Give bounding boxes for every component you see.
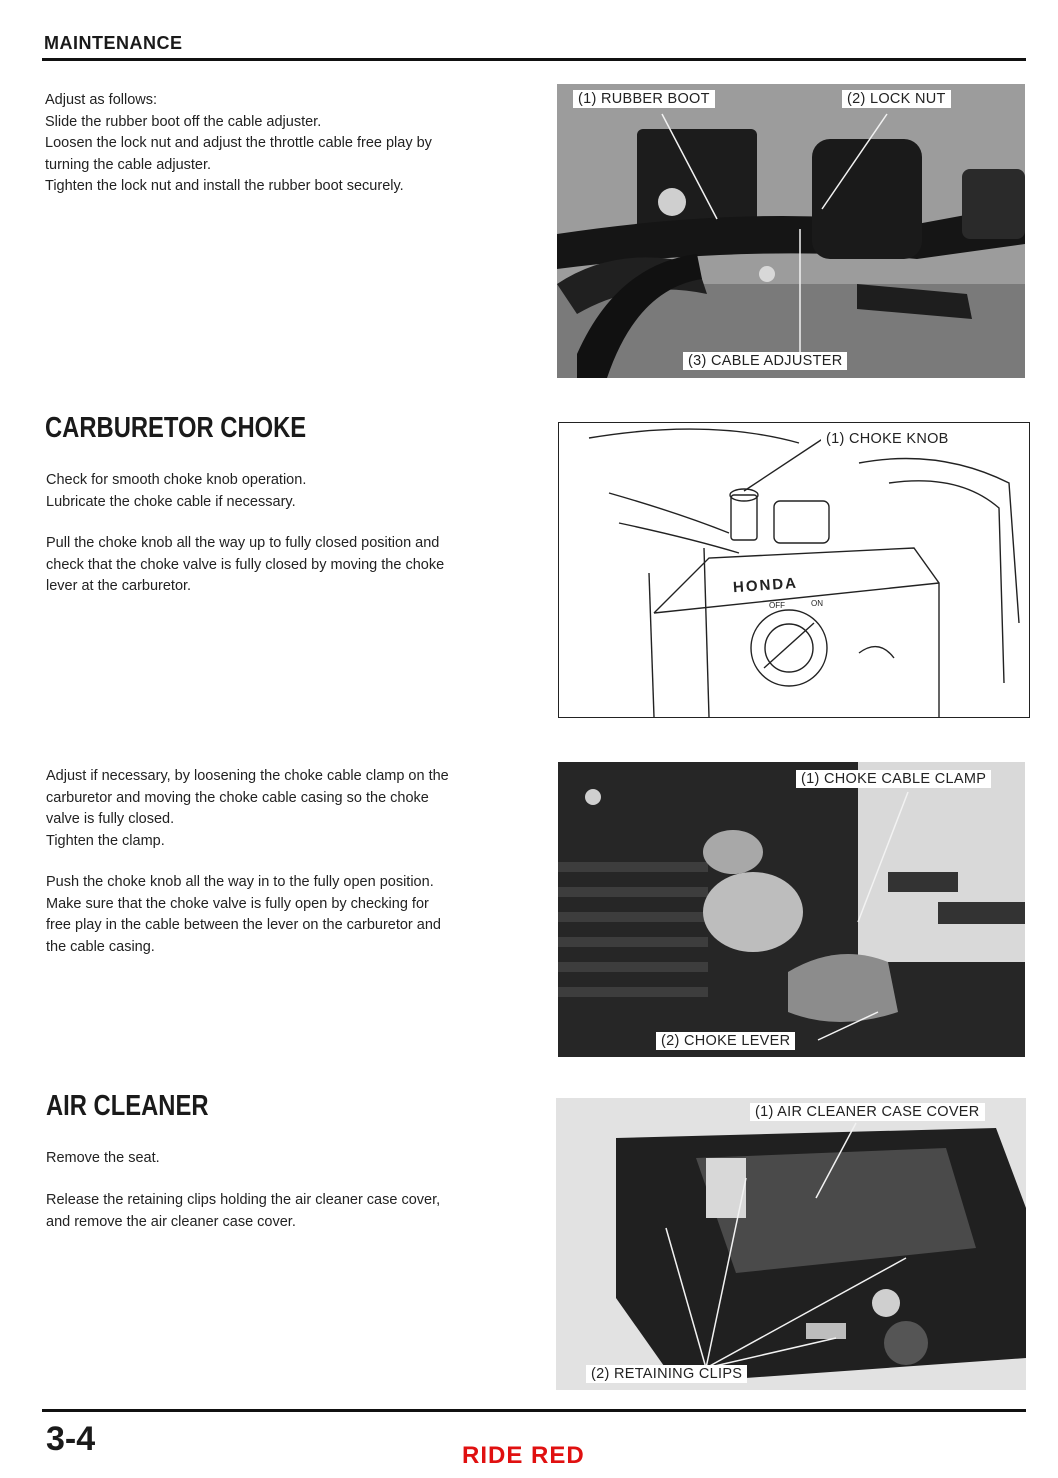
text-line: and remove the air cleaner case cover. xyxy=(46,1213,296,1230)
callout-choke-cable-clamp: (1) CHOKE CABLE CLAMP xyxy=(796,770,991,788)
callout-air-cleaner-case-cover: (1) AIR CLEANER CASE COVER xyxy=(750,1103,985,1121)
text-line: valve is fully closed. xyxy=(46,811,175,827)
choke-pull-text xyxy=(46,533,541,598)
air-cleaner-photo xyxy=(556,1098,1026,1390)
section-title-carburetor-choke: CARBURETOR CHOKE xyxy=(45,412,307,444)
text-line: Push the choke knob all the way in to the fully open position. xyxy=(46,874,434,890)
throttle-cable-photo xyxy=(557,84,1025,378)
text-line: Tighten the lock nut and install the rubber boot securely. xyxy=(45,178,404,194)
text-line: Adjust if necessary, by loosening the choke cable clamp on the xyxy=(46,768,449,784)
text-line: turning the cable adjuster. xyxy=(45,156,212,173)
text-line: the cable casing. xyxy=(46,938,155,955)
footer-rule xyxy=(42,1409,1026,1412)
text-line: lever at the carburetor. xyxy=(46,578,192,594)
text-line: Tighten the clamp. xyxy=(46,832,165,849)
callout-cable-adjuster: (3) CABLE ADJUSTER xyxy=(683,352,847,370)
text-line: Remove the seat. xyxy=(46,1150,160,1166)
choke-push-text xyxy=(46,872,541,958)
text-line: check that the choke valve is fully closed by moving the choke xyxy=(46,556,445,573)
choke-check-text xyxy=(46,470,541,513)
throttle-instructions xyxy=(45,90,540,198)
throttle-photo-drawing xyxy=(557,84,1025,378)
text-line: Make sure that the choke valve is fully open by checking for xyxy=(46,895,429,912)
air-cleaner-remove-seat-text xyxy=(46,1148,541,1170)
dial-label-off: OFF xyxy=(769,601,785,610)
text-line: Loosen the lock nut and adjust the throttle cable free play by xyxy=(45,135,432,151)
text-line: Adjust as follows: xyxy=(45,92,158,108)
choke-cable-clamp-photo xyxy=(558,762,1025,1057)
section-title-air-cleaner: AIR CLEANER xyxy=(46,1090,209,1122)
text-line: Slide the rubber boot off the cable adjuster. xyxy=(45,113,322,130)
text-line: Check for smooth choke knob operation. xyxy=(46,472,307,488)
callout-choke-lever: (2) CHOKE LEVER xyxy=(656,1032,795,1050)
choke-knob-figure xyxy=(558,422,1030,718)
callout-rubber-boot: (1) RUBBER BOOT xyxy=(573,90,715,108)
callout-retaining-clips: (2) RETAINING CLIPS xyxy=(586,1365,747,1383)
header-rule xyxy=(42,58,1026,61)
callout-lock-nut: (2) LOCK NUT xyxy=(842,90,951,108)
page-header-title: MAINTENANCE xyxy=(44,33,183,53)
text-line: free play in the cable between the lever on the carburetor and xyxy=(46,917,441,933)
choke-adjust-text xyxy=(46,766,541,852)
dial-label-on: ON xyxy=(811,599,823,608)
choke-knob-drawing xyxy=(559,423,1029,717)
page-number: 3-4 xyxy=(46,1420,96,1458)
footer-brand-mark: RIDE RED xyxy=(462,1442,585,1469)
callout-choke-knob: (1) CHOKE KNOB xyxy=(821,430,954,448)
honda-logo-mark: HONDA xyxy=(732,574,799,597)
carburetor-photo-drawing xyxy=(558,762,1025,1057)
text-line: Pull the choke knob all the way up to fully closed position and xyxy=(46,535,440,551)
text-line: Lubricate the choke cable if necessary. xyxy=(46,493,296,510)
text-line: Release the retaining clips holding the air cleaner case cover, xyxy=(46,1192,441,1208)
air-cleaner-photo-drawing xyxy=(556,1098,1026,1390)
text-line: carburetor and moving the choke cable casing so the choke xyxy=(46,789,429,806)
air-cleaner-release-text xyxy=(46,1190,541,1233)
